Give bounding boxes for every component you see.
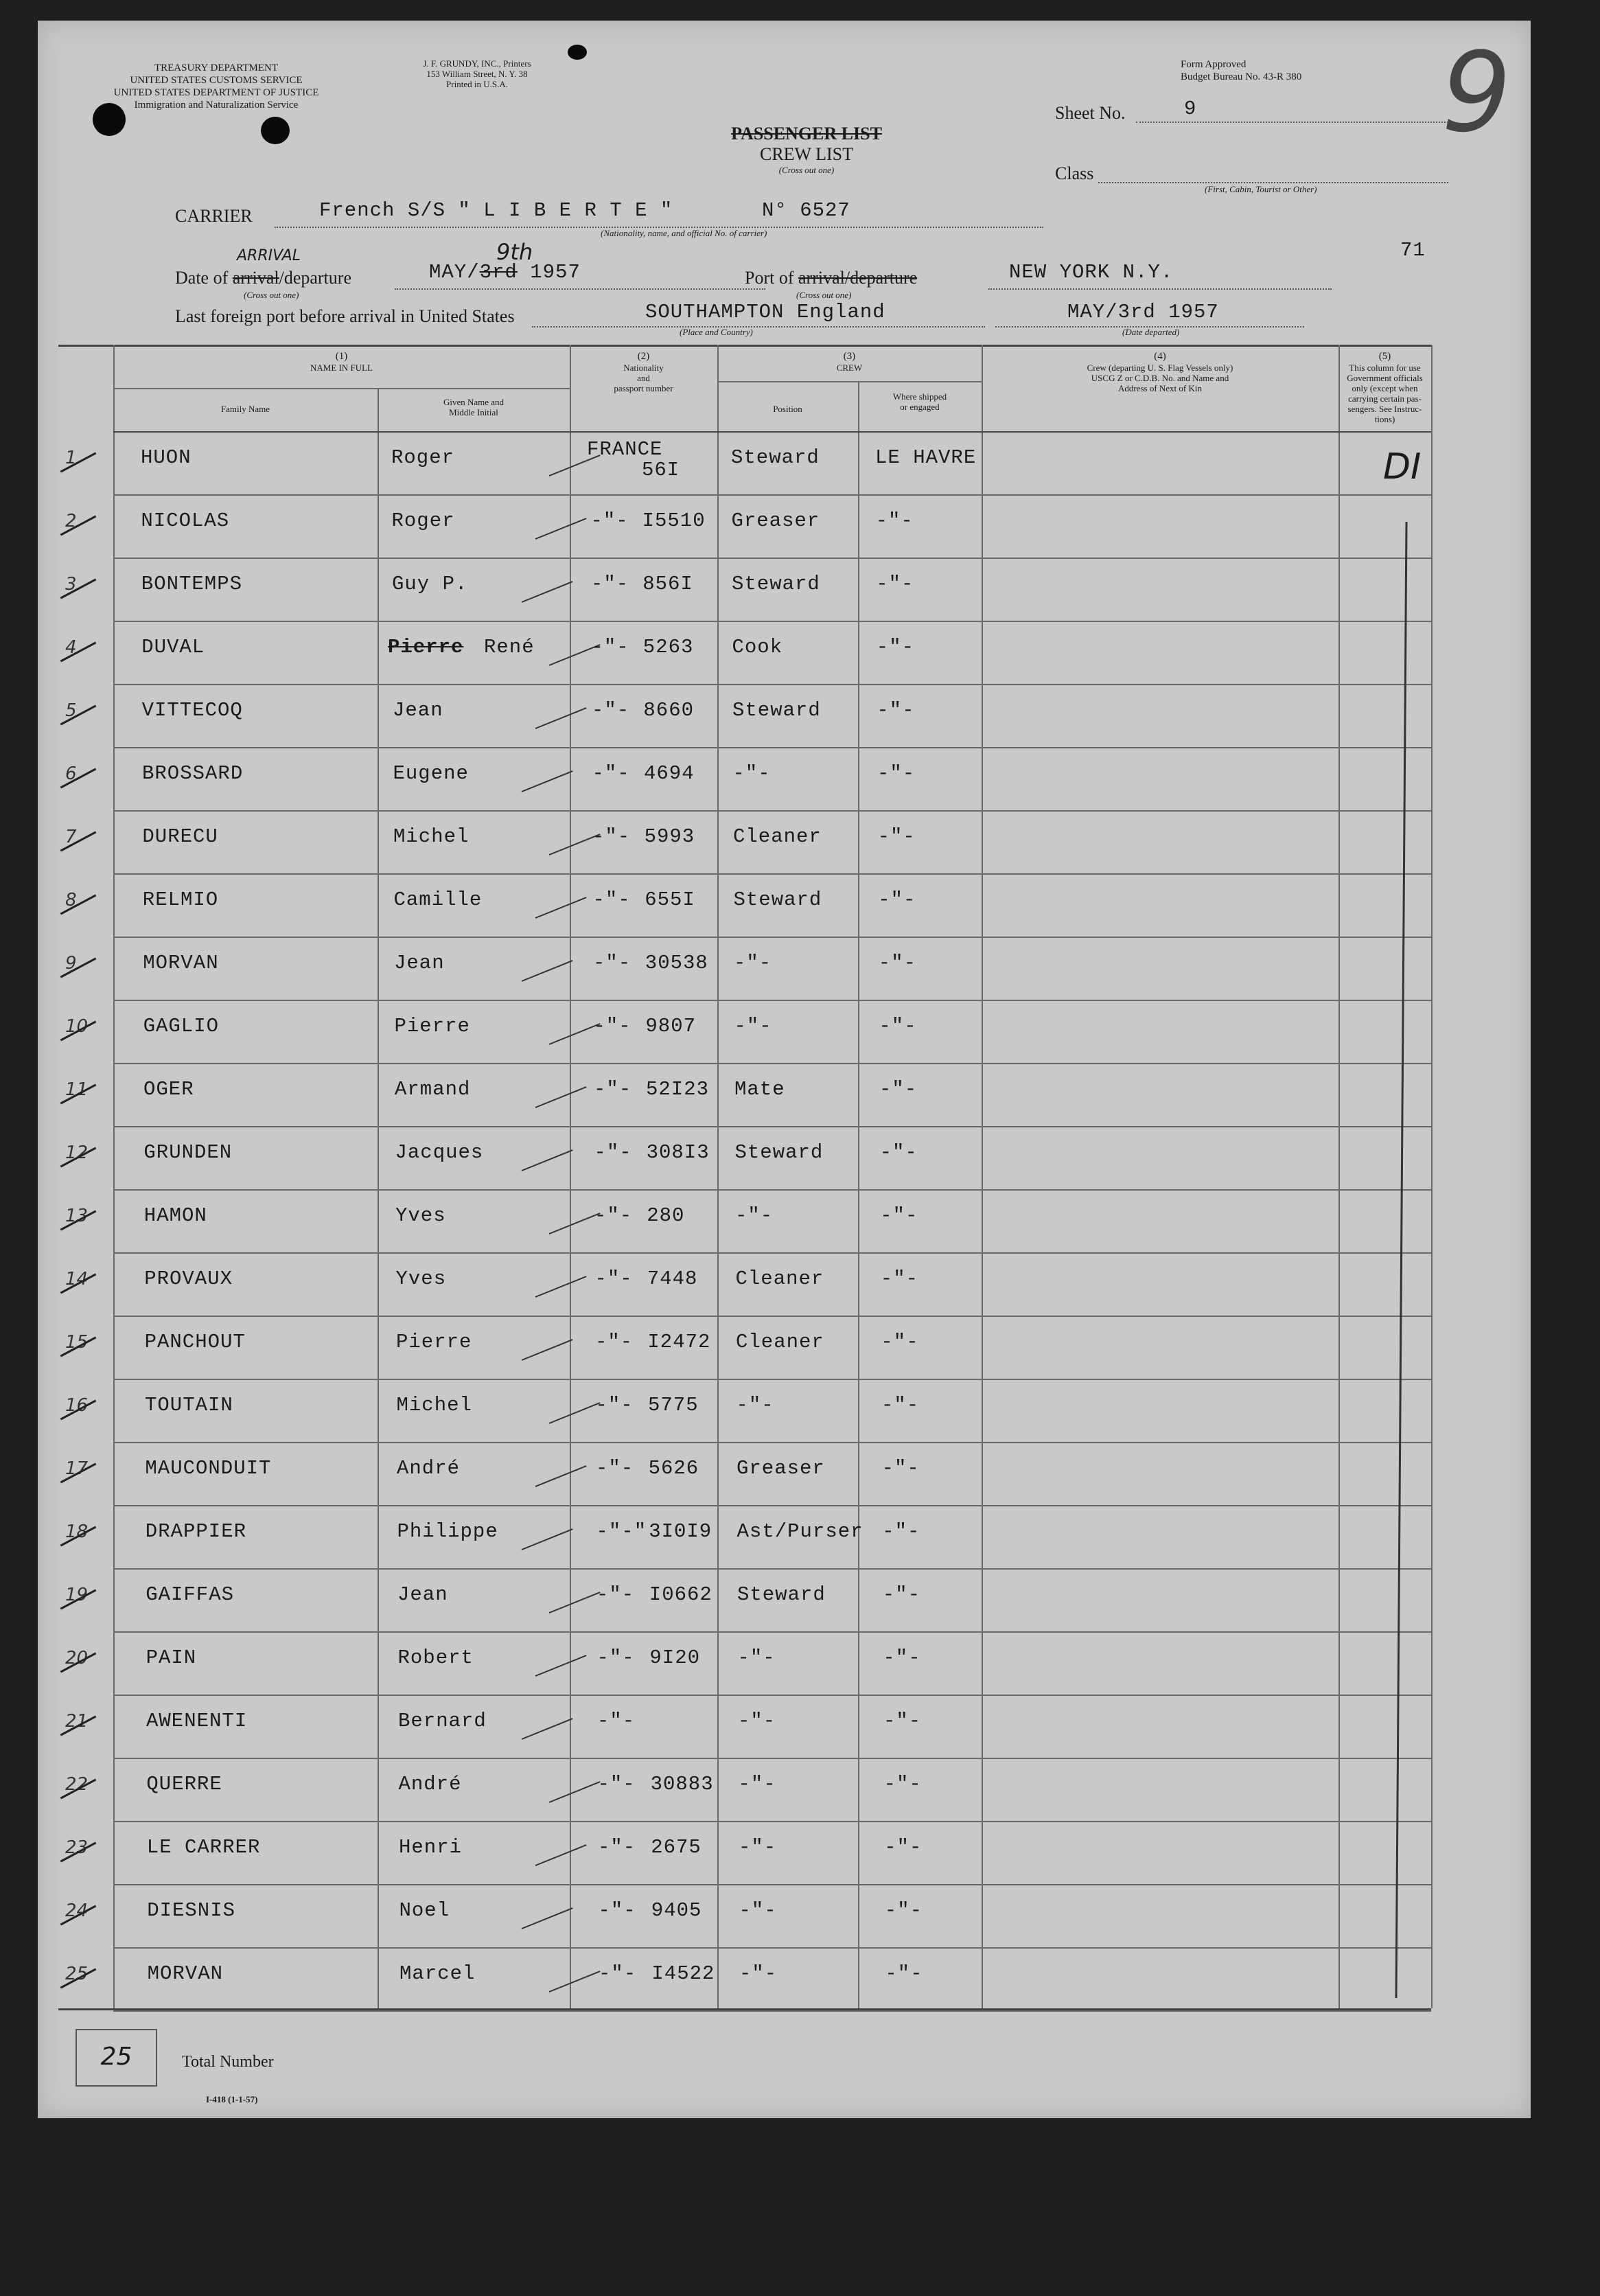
where-shipped: -"- <box>876 573 914 595</box>
position: -"- <box>734 1015 772 1037</box>
header-bottom <box>113 431 1431 433</box>
given-name: Philippe <box>397 1520 498 1543</box>
position: Cleaner <box>733 825 822 848</box>
given-name: Eugene <box>393 762 469 785</box>
where-shipped: LE HAVRE <box>875 446 977 469</box>
given-name: Robert <box>397 1646 474 1669</box>
family-name: PANCHOUT <box>144 1331 246 1353</box>
where-shipped: -"- <box>884 1899 923 1922</box>
entry-tick <box>549 1213 601 1235</box>
passport-number: 9I20 <box>649 1646 701 1669</box>
carrier-label: CARRIER <box>175 206 253 226</box>
passport-number: 655I <box>645 888 695 911</box>
form-approval: Form Approved Budget Bureau No. 43-R 380 <box>1181 59 1302 82</box>
position: -"- <box>739 1962 778 1985</box>
row-divider <box>113 1568 1431 1570</box>
row-divider <box>113 1063 1431 1064</box>
position: Greaser <box>737 1457 825 1480</box>
where-shipped-header: Where shipped or engaged <box>892 391 947 412</box>
entry-tick <box>549 1592 601 1614</box>
nationality: -"- <box>592 762 630 785</box>
passport-number: 5263 <box>642 636 694 658</box>
row-number: 14 <box>65 1269 89 1289</box>
position: Ast/Purser <box>737 1520 863 1543</box>
row-number: 21 <box>65 1711 89 1732</box>
entry-tick <box>535 1844 587 1866</box>
entry-tick <box>535 1465 587 1487</box>
passport-number: 856I <box>642 573 693 595</box>
row-number: 12 <box>65 1143 89 1163</box>
header-sep <box>113 388 570 389</box>
col2-header: (2) Nationality and passport number <box>614 351 673 393</box>
nationality: -"- <box>599 1962 637 1985</box>
row-number: 1 <box>65 448 77 468</box>
given-name: Yves <box>395 1267 447 1290</box>
passport-number: 3I0I9 <box>649 1520 712 1543</box>
col5-header: (5) This column for use Government officials only (except when carrying certain pas- sengers. See Instruc- tions) <box>1347 351 1423 424</box>
entry-tick <box>522 770 573 792</box>
passport-number: 4694 <box>644 762 695 785</box>
row-number: 8 <box>65 890 77 910</box>
row-divider <box>113 1821 1431 1822</box>
entry-tick <box>549 1781 601 1803</box>
given-name: Roger <box>391 509 455 532</box>
position: -"- <box>735 1204 774 1227</box>
given-name: André <box>397 1457 461 1480</box>
passport-number: I5510 <box>642 509 706 532</box>
given-name: Pierre <box>396 1331 472 1353</box>
row-divider <box>113 494 1431 496</box>
where-shipped: -"- <box>877 825 916 848</box>
class-line <box>1098 181 1448 183</box>
given-name: Pierre <box>394 1015 470 1037</box>
row-divider <box>113 873 1431 875</box>
nationality: -"- <box>598 1836 636 1859</box>
row-divider <box>113 684 1431 685</box>
last-port-label: Last foreign port before arrival in United States <box>175 306 515 326</box>
position: -"- <box>738 1710 776 1732</box>
nationality: -"- <box>598 1899 636 1922</box>
row-divider <box>113 747 1431 748</box>
row-number: 18 <box>65 1522 89 1542</box>
row-divider <box>113 2010 1431 2012</box>
where-shipped: -"- <box>884 1836 923 1859</box>
family-name: NICOLAS <box>141 509 230 532</box>
position: -"- <box>736 1394 774 1416</box>
where-shipped: -"- <box>878 952 917 974</box>
agency-header: TREASURY DEPARTMENT UNITED STATES CUSTOMS SERVICE UNITED STATES DEPARTMENT OF JUSTICE Immigration and Naturalization Service <box>113 62 319 111</box>
row-number: 4 <box>65 637 77 658</box>
row-divider <box>113 1884 1431 1885</box>
nationality: -"- <box>594 1204 633 1227</box>
header-sep <box>717 381 982 382</box>
family-name: DURECU <box>142 825 218 848</box>
date-value: MAY/3rd 1957 <box>429 261 581 284</box>
nationality: -"- <box>596 1646 635 1669</box>
row-number: 20 <box>65 1648 89 1668</box>
date-line <box>395 287 765 290</box>
position-header: Position <box>773 404 802 414</box>
passport-number: 52I23 <box>646 1078 710 1101</box>
entry-tick <box>522 1718 573 1740</box>
family-name: BONTEMPS <box>141 573 243 595</box>
passport-number: 8660 <box>643 699 695 722</box>
given-name: Armand <box>395 1078 471 1101</box>
date-hint: (Cross out one) <box>244 290 299 300</box>
entry-tick <box>535 1086 587 1108</box>
position: Steward <box>732 699 821 722</box>
position: Steward <box>732 573 820 595</box>
nationality: -"- <box>596 1583 635 1606</box>
total-box <box>76 2029 157 2087</box>
where-shipped: -"- <box>879 1015 917 1037</box>
position: Steward <box>733 888 822 911</box>
where-shipped: -"- <box>882 1583 921 1606</box>
position: Mate <box>734 1078 785 1101</box>
nationality: -"- <box>592 825 631 848</box>
carrier-hint: (Nationality, name, and official No. of carrier) <box>601 228 767 238</box>
row-number: 5 <box>65 700 77 721</box>
family-name: HAMON <box>143 1204 207 1227</box>
nationality: -"- <box>593 1015 631 1037</box>
entry-tick <box>522 960 573 982</box>
given-name: Jacques <box>395 1141 484 1164</box>
sheet-no-value: 9 <box>1184 97 1197 120</box>
entry-tick <box>522 581 573 603</box>
entry-tick <box>522 1149 573 1171</box>
passport-number: I2472 <box>647 1331 711 1353</box>
printer-imprint: J. F. GRUNDY, INC., Printers 153 William Street, N. Y. 38 Printed in U.S.A. <box>423 58 531 89</box>
entry-tick <box>522 1907 573 1929</box>
entry-tick <box>549 1971 601 1993</box>
where-shipped: -"- <box>885 1962 923 1985</box>
passport-number: 9405 <box>651 1899 702 1922</box>
given-name: Camille <box>393 888 483 911</box>
position: Cleaner <box>735 1267 824 1290</box>
total-value: 25 <box>100 2043 132 2071</box>
carrier-value: French S/S " L I B E R T E " <box>319 199 673 222</box>
row-number: 13 <box>65 1206 89 1226</box>
last-port-value: SOUTHAMPTON England <box>645 301 885 323</box>
row-divider <box>113 558 1431 559</box>
row-number: 23 <box>65 1837 89 1858</box>
passport-number: 5775 <box>648 1394 699 1416</box>
entry-tick <box>535 707 587 729</box>
passport-number: I4522 <box>651 1962 715 1985</box>
row-divider <box>113 1379 1431 1380</box>
family-name: HUON <box>141 446 192 469</box>
row-number: 17 <box>65 1458 89 1479</box>
passport-number: 56I <box>642 459 680 481</box>
where-shipped: -"- <box>883 1710 922 1732</box>
col-line <box>1431 345 1433 2008</box>
where-shipped: -"- <box>880 1267 919 1290</box>
port-hint: (Cross out one) <box>796 290 852 300</box>
position: Cleaner <box>736 1331 824 1353</box>
given-name: Yves <box>395 1204 446 1227</box>
row-divider <box>113 621 1431 622</box>
family-name: GAIFFAS <box>146 1583 235 1606</box>
position: -"- <box>738 1773 776 1795</box>
where-shipped: -"- <box>883 1773 922 1795</box>
punch-hole <box>568 45 587 60</box>
carrier-official-no: N° 6527 <box>762 199 850 222</box>
row-divider <box>113 1189 1431 1191</box>
given-name: Jean <box>397 1583 448 1606</box>
row-number: 9 <box>65 953 77 974</box>
row-divider <box>113 810 1431 812</box>
col1-header: (1) NAME IN FULL <box>310 351 373 373</box>
passport-number: 2675 <box>651 1836 702 1859</box>
family-name: GRUNDEN <box>143 1141 233 1164</box>
class-hint: (First, Cabin, Tourist or Other) <box>1205 184 1317 194</box>
nationality: -"- <box>590 509 629 532</box>
where-shipped: -"- <box>876 636 915 658</box>
row-number: 3 <box>65 574 77 595</box>
given-name: Bernard <box>398 1710 487 1732</box>
given-name: André <box>398 1773 462 1795</box>
table-top-border <box>58 345 1431 347</box>
family-name: RELMIO <box>142 888 219 911</box>
sheet-number-large: 9 <box>1441 28 1511 157</box>
col3-header: (3) CREW <box>836 351 863 373</box>
position: -"- <box>739 1899 777 1922</box>
family-name: OGER <box>143 1078 194 1101</box>
official-mark: DI <box>1383 446 1422 487</box>
position: Greaser <box>731 509 820 532</box>
nationality: -"- <box>594 1141 632 1164</box>
col-line <box>378 388 379 2008</box>
nationality: FRANCE <box>587 438 663 461</box>
date-departed-hint: (Date departed) <box>1122 327 1180 337</box>
row-number: 2 <box>65 511 77 531</box>
nationality: -"- <box>594 1078 632 1101</box>
last-port-hint: (Place and Country) <box>680 327 753 337</box>
family-name: TOUTAIN <box>145 1394 233 1416</box>
passport-number: 5993 <box>644 825 695 848</box>
given-name: Jean <box>394 952 445 974</box>
row-divider <box>113 1252 1431 1254</box>
entry-tick <box>522 1528 573 1550</box>
family-name: DIESNIS <box>147 1899 236 1922</box>
row-number: 19 <box>65 1585 89 1605</box>
sheet-no-line <box>1136 120 1448 123</box>
position: Steward <box>737 1583 826 1606</box>
row-number: 6 <box>65 764 77 784</box>
family-name: MAUCONDUIT <box>145 1457 272 1480</box>
passport-number: 9807 <box>645 1015 697 1037</box>
where-shipped: -"- <box>879 1078 918 1101</box>
row-divider <box>113 937 1431 938</box>
given-name: Noel <box>399 1899 450 1922</box>
where-shipped: -"- <box>882 1520 920 1543</box>
row-number: 11 <box>65 1079 89 1100</box>
family-name: VITTECOQ <box>141 699 243 722</box>
given-name-struck: Pierre <box>388 636 464 658</box>
entry-tick <box>535 1655 587 1677</box>
position: Steward <box>731 446 820 469</box>
last-port-line <box>532 325 985 328</box>
given-name: Roger <box>391 446 455 469</box>
where-shipped: -"- <box>877 699 915 722</box>
family-name: MORVAN <box>147 1962 224 1985</box>
row-number: 16 <box>65 1395 89 1416</box>
port-value: NEW YORK N.Y. <box>1009 261 1174 284</box>
nationality: -"- <box>595 1331 634 1353</box>
where-shipped: -"- <box>883 1646 921 1669</box>
col-line <box>858 381 859 2008</box>
form-code: I-418 (1-1-57) <box>206 2094 258 2104</box>
class-label: Class <box>1055 163 1094 183</box>
entry-tick <box>549 1023 601 1045</box>
official-bracket-line <box>1395 522 1407 1998</box>
date-correction: 9th <box>496 239 533 265</box>
position: -"- <box>732 762 771 785</box>
given-name-header: Given Name and Middle Initial <box>443 397 505 417</box>
family-name-header: Family Name <box>220 404 270 414</box>
family-name: LE CARRER <box>146 1836 261 1859</box>
date-arrival-handwritten: ARRIVAL <box>237 247 301 264</box>
entry-tick <box>522 1339 573 1361</box>
nationality: -"- <box>591 573 629 595</box>
row-divider <box>113 1631 1431 1633</box>
passport-number: I0662 <box>649 1583 712 1606</box>
family-name: MORVAN <box>143 952 219 974</box>
margin-number: 71 <box>1400 239 1426 262</box>
nationality: -"- <box>592 888 631 911</box>
where-shipped: -"- <box>878 888 916 911</box>
position: -"- <box>737 1646 776 1669</box>
passport-number: 280 <box>647 1204 685 1227</box>
nationality: -"-" <box>596 1520 647 1543</box>
entry-tick <box>535 1276 587 1298</box>
nationality: -"- <box>593 952 631 974</box>
row-number: 15 <box>65 1332 89 1353</box>
row-number: 22 <box>65 1774 89 1795</box>
family-name: PAIN <box>146 1646 197 1669</box>
where-shipped: -"- <box>880 1204 918 1227</box>
row-divider <box>113 1442 1431 1443</box>
given-name: Michel <box>393 825 469 848</box>
passport-number: 308I3 <box>646 1141 710 1164</box>
given-name: Jean <box>393 699 443 722</box>
passport-number: 5626 <box>648 1457 699 1480</box>
where-shipped: -"- <box>881 1331 919 1353</box>
nationality: -"- <box>596 1457 634 1480</box>
family-name: PROVAUX <box>144 1267 233 1290</box>
row-divider <box>113 1695 1431 1696</box>
col4-header: (4) Crew (departing U. S. Flag Vessels only) USCG Z or C.D.B. No. and Name and Address of Next of Kin <box>1087 351 1233 393</box>
family-name: AWENENTI <box>146 1710 248 1732</box>
position: -"- <box>739 1836 777 1859</box>
form-title: PASSENGER LIST CREW LIST (Cross out one) <box>731 124 882 175</box>
passport-number: 7448 <box>647 1267 698 1290</box>
row-divider <box>113 1316 1431 1317</box>
given-name: Marcel <box>399 1962 476 1985</box>
where-shipped: -"- <box>877 762 916 785</box>
nationality: -"- <box>594 1267 633 1290</box>
family-name: QUERRE <box>146 1773 222 1795</box>
row-divider <box>113 1505 1431 1506</box>
given-name: Guy P. <box>392 573 468 595</box>
entry-tick <box>549 1402 601 1424</box>
nationality: -"- <box>597 1773 636 1795</box>
row-number: 7 <box>65 827 77 847</box>
nationality: -"- <box>591 636 629 658</box>
given-name: Henri <box>399 1836 463 1859</box>
given-name: René <box>484 636 535 658</box>
nationality: -"- <box>592 699 630 722</box>
where-shipped: -"- <box>875 509 914 532</box>
row-number: 10 <box>65 1016 89 1037</box>
nationality: -"- <box>597 1710 636 1732</box>
date-label: Date of arrival/departure <box>175 268 351 288</box>
passport-number: 30538 <box>645 952 708 974</box>
row-divider <box>113 1000 1431 1001</box>
position: Steward <box>734 1141 824 1164</box>
row-number: 25 <box>65 1964 89 1984</box>
date-departed-value: MAY/3rd 1957 <box>1067 301 1219 323</box>
port-label: Port of arrival/departure <box>745 268 918 288</box>
sheet-no-label: Sheet No. <box>1055 103 1126 123</box>
row-divider <box>113 1758 1431 1759</box>
entry-tick <box>535 897 587 919</box>
crew-list-form <box>38 21 1531 2118</box>
row-number: 24 <box>65 1901 89 1921</box>
family-name: BROSSARD <box>142 762 244 785</box>
family-name: DRAPPIER <box>145 1520 247 1543</box>
family-name: GAGLIO <box>143 1015 220 1037</box>
where-shipped: -"- <box>881 1457 920 1480</box>
row-divider <box>113 1126 1431 1127</box>
position: -"- <box>734 952 772 974</box>
nationality: -"- <box>595 1394 634 1416</box>
entry-tick <box>535 518 587 540</box>
given-name: Michel <box>396 1394 472 1416</box>
where-shipped: -"- <box>879 1141 918 1164</box>
passport-number: 30883 <box>650 1773 714 1795</box>
port-line <box>988 287 1332 290</box>
position: Cook <box>732 636 783 658</box>
family-name: DUVAL <box>141 636 205 658</box>
row-divider <box>113 1947 1431 1949</box>
where-shipped: -"- <box>881 1394 920 1416</box>
total-label: Total Number <box>182 2053 274 2071</box>
punch-hole <box>261 117 290 144</box>
